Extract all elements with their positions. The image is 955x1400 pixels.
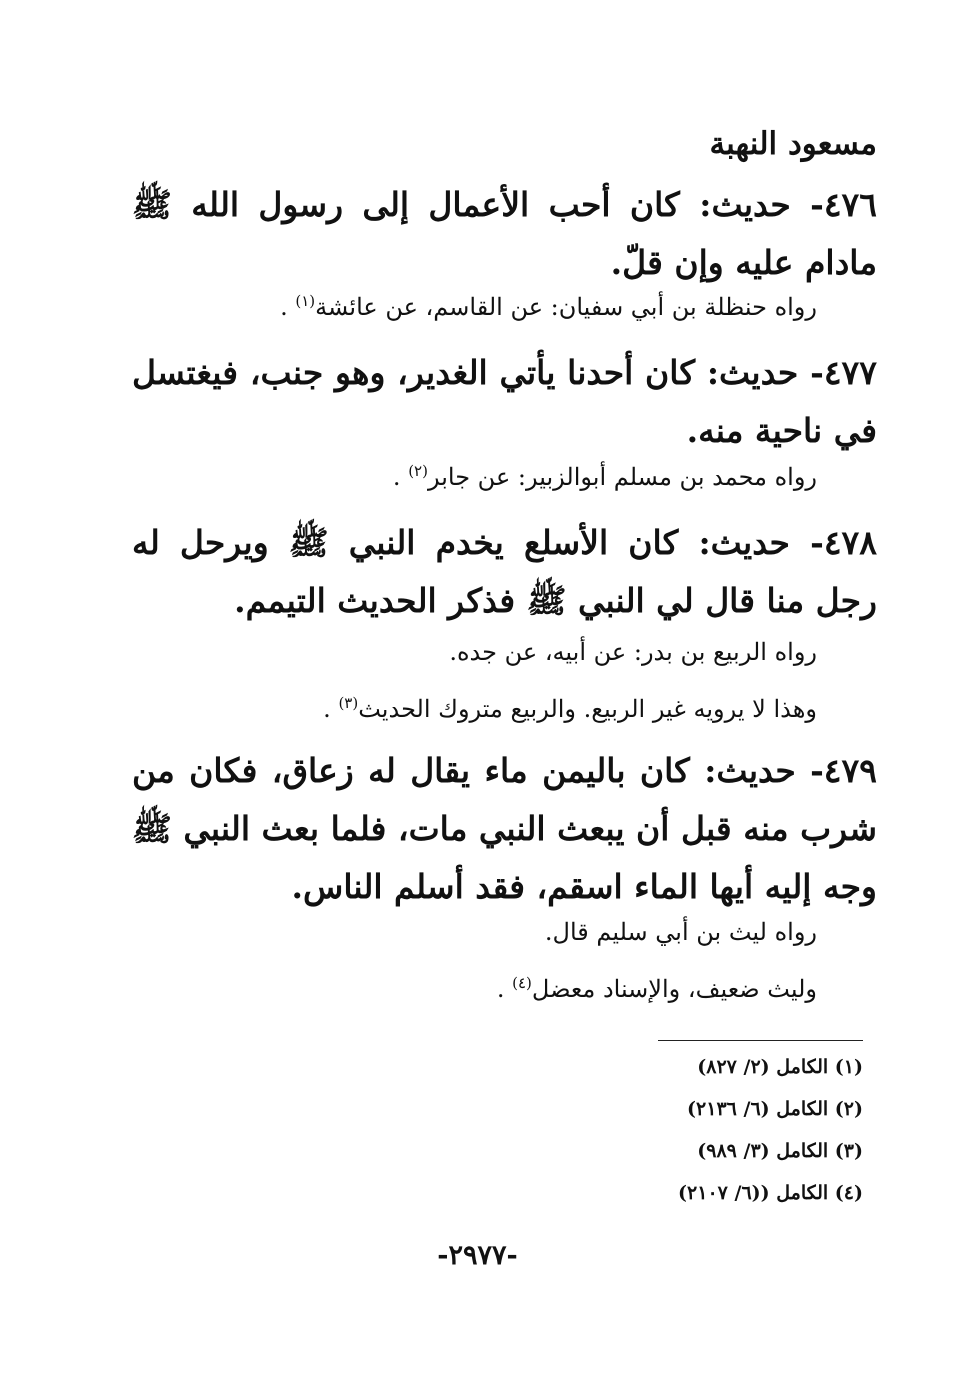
hadith-label: - حديث: [699, 185, 824, 224]
footnote-2: (٢) الكامل (٦/ ٢١٣٦) [687, 1098, 863, 1120]
footnote-divider [658, 1040, 863, 1041]
footnote-ref: (٣) [338, 694, 359, 712]
narration-text: رواه محمد بن مسلم أبوالزبير: عن جابر [427, 463, 817, 491]
hadith-label: - حديث: [698, 523, 824, 562]
hadith-text: كان أحب الأعمال إلى رسول الله ﷺ مادام عليه وإن قلّ. [132, 185, 877, 282]
narration-476: رواه حنظلة بن أبي سفيان: عن القاسم، عن عائشة$^{(١)}$ . [280, 292, 817, 321]
narration-477: رواه محمد بن مسلم أبوالزبير: عن جابر$^{(٢)}$ . [392, 462, 817, 491]
hadith-text: كان باليمن ماء يقال له زعاق، فكان من شرب منه قبل أن يبعث النبي مات، فلما بعث النبي ﷺ وجه إليه أيها الماء اسقم، فقد أسلم الناس. [132, 751, 877, 906]
narration-479: رواه ليث بن أبي سليم قال. [544, 918, 817, 946]
hadith-number: ٤٧٨ [823, 523, 878, 562]
hadith-479 [132, 742, 877, 916]
hadith-477 [132, 344, 877, 460]
hadith-476 [132, 176, 877, 292]
page-number: -٢٩٧٧- [437, 1240, 518, 1271]
hadith-number: ٤٧٧ [823, 353, 877, 392]
hadith-478 [132, 514, 877, 630]
footnote-ref: (٤) [512, 974, 532, 992]
section-heading: مسعود النهبة [709, 126, 877, 162]
narration-478: رواه الربيع بن بدر: عن أبيه، عن جده. [449, 638, 817, 666]
hadith-text: كان الأسلع يخدم النبي ﷺ ويرحل له رجل منا قال لي النبي ﷺ فذكر الحديث التيمم. [132, 523, 877, 620]
hadith-number: ٤٧٩ [823, 751, 877, 790]
footnote-ref: (٢) [408, 462, 428, 480]
note-479: وليث ضعيف، والإسناد معضل$^{(٤)}$ . [496, 974, 817, 1003]
narration-text: رواه حنظلة بن أبي سفيان: عن القاسم، عن عائشة [315, 293, 817, 321]
hadith-label: - حديث: [704, 751, 824, 790]
note-478: وهذا لا يرويه غير الربيع. والربيع متروك الحديث$^{(٣)}$ . [323, 694, 817, 723]
note-text: وليث ضعيف، والإسناد معضل [531, 975, 817, 1003]
footnote-4: (٤) الكامل ((٦/ ٢١٠٧) [678, 1182, 863, 1204]
hadith-number: ٤٧٦ [823, 185, 877, 224]
footnote-1: (١) الكامل (٢/ ٨٢٧) [697, 1056, 863, 1078]
footnote-3: (٣) الكامل (٣/ ٩٨٩) [697, 1140, 863, 1162]
hadith-text: كان أحدنا يأتي الغدير، وهو جنب، فيغتسل في ناحية منه. [132, 353, 877, 450]
footnote-ref: (١) [295, 292, 316, 310]
hadith-label: - حديث: [706, 353, 824, 392]
note-text: وهذا لا يرويه غير الربيع. والربيع متروك الحديث [358, 695, 817, 723]
